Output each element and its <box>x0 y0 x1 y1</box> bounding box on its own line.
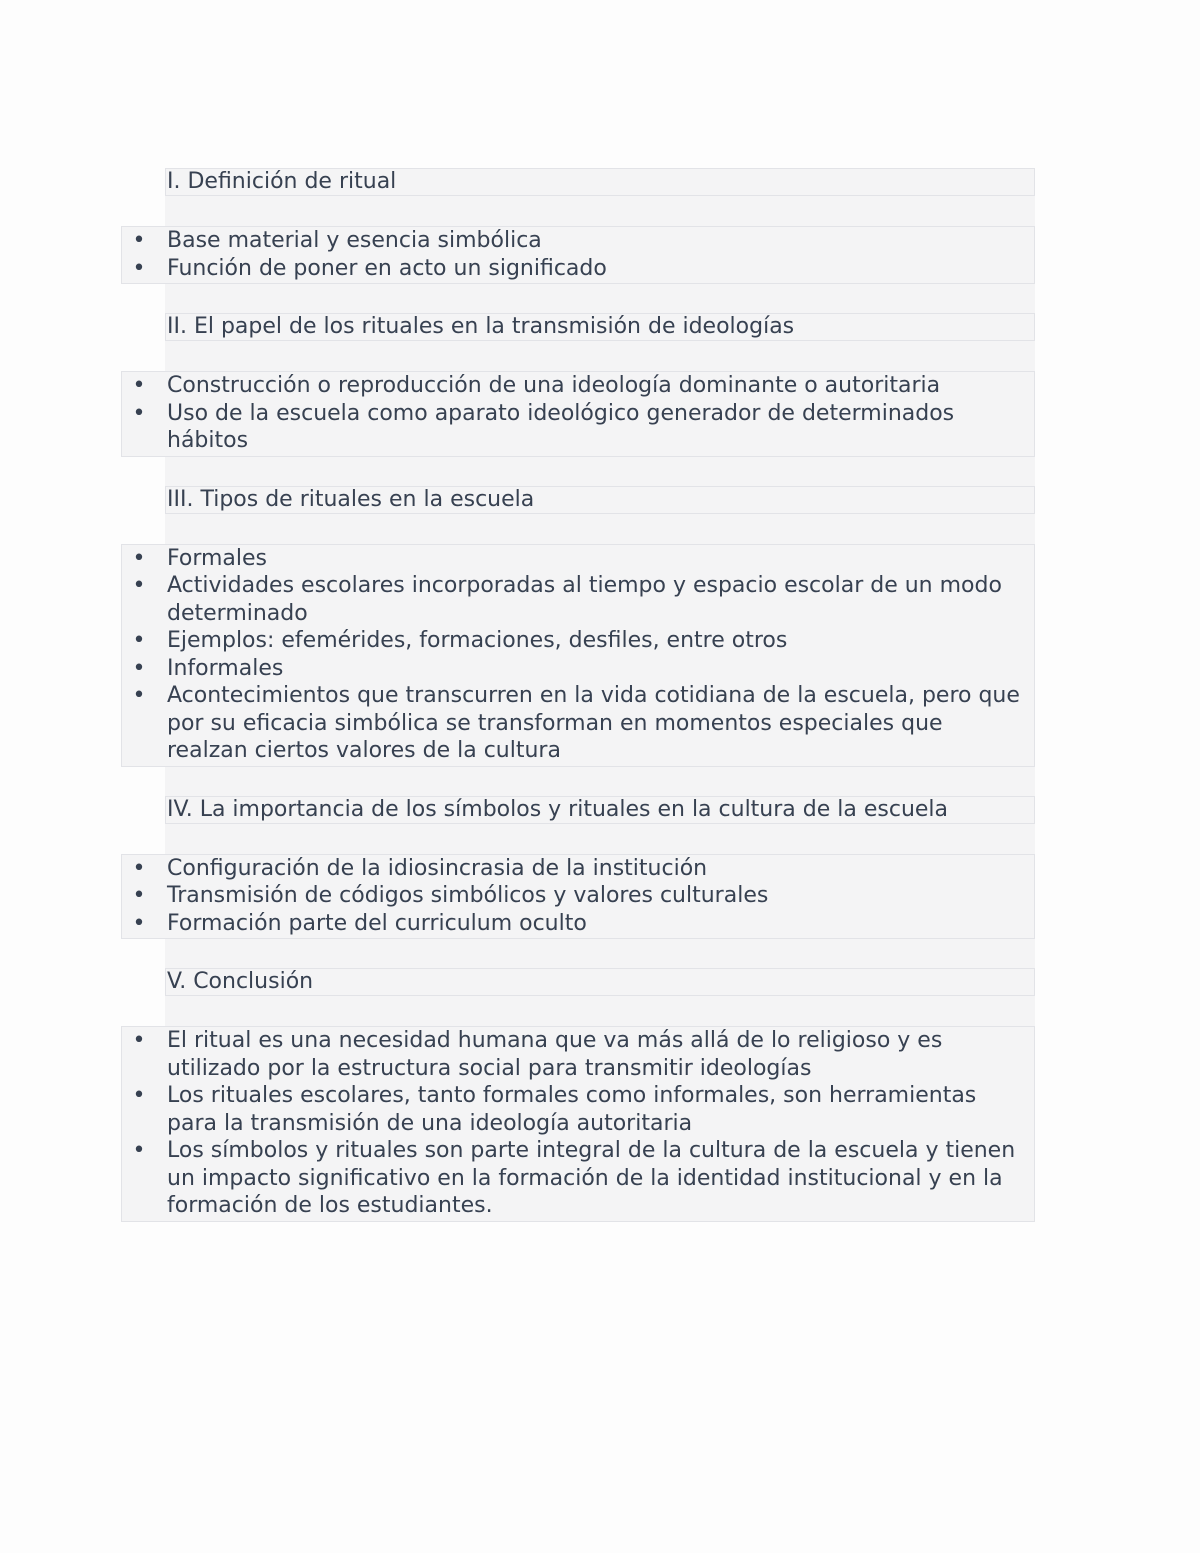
spacer <box>165 996 1035 1026</box>
list-item-text: El ritual es una necesidad humana que va más allá de lo religioso y es utilizado por la estructura social para transmitir ideologías <box>167 1028 943 1081</box>
section-4 <box>121 796 1035 940</box>
list-item <box>122 882 1034 910</box>
bullet-icon: • <box>132 628 146 653</box>
list-item <box>122 627 1034 655</box>
spacer <box>165 457 1035 486</box>
section-heading: III. Tipos de rituales en la escuela <box>165 486 1035 514</box>
list-item <box>122 572 1034 627</box>
list-item-text: Función de poner en acto un significado <box>167 255 607 281</box>
bullet-list <box>121 226 1035 284</box>
bullet-icon: • <box>132 883 146 908</box>
list-item-text: Los símbolos y rituales son parte integral de la cultura de la escuela y tienen un impacto significativo en la formación de la identidad institucional y en la formación de los estudiantes. <box>167 1138 1016 1218</box>
list-item-text: Formación parte del curriculum oculto <box>167 910 587 936</box>
list-item <box>122 1082 1034 1137</box>
spacer <box>165 939 1035 968</box>
bullet-icon: • <box>132 573 146 598</box>
list-item <box>122 400 1034 455</box>
spacer <box>165 196 1035 226</box>
section-2 <box>121 313 1035 457</box>
bullet-icon: • <box>132 400 146 426</box>
list-item-text: Uso de la escuela como aparato ideológico generador de determinados hábitos <box>167 400 955 453</box>
list-item <box>122 372 1034 400</box>
bullet-list <box>121 854 1035 940</box>
list-item <box>122 1137 1034 1220</box>
spacer <box>165 767 1035 796</box>
spacer <box>165 284 1035 313</box>
section-heading: IV. La importancia de los símbolos y rituales en la cultura de la escuela <box>165 796 1035 824</box>
list-item-text: Informales <box>167 655 284 681</box>
bullet-icon: • <box>132 1083 146 1108</box>
bullet-icon: • <box>132 655 146 681</box>
list-item-text: Construcción o reproducción de una ideología dominante o autoritaria <box>167 373 941 398</box>
bullet-icon: • <box>132 910 146 936</box>
list-item-text: Acontecimientos que transcurren en la vida cotidiana de la escuela, pero que por su eficacia simbólica se transforman en momentos especiales que realzan ciertos valores de la cultura <box>167 683 1020 763</box>
bullet-icon: • <box>132 255 146 281</box>
list-item <box>122 682 1034 765</box>
list-item-text: Los rituales escolares, tanto formales como informales, son herramientas para la transmisión de una ideología autoritaria <box>167 1083 977 1136</box>
document-outline <box>121 168 1035 1222</box>
list-item <box>122 1027 1034 1082</box>
section-3 <box>121 486 1035 767</box>
list-item-text: Base material y esencia simbólica <box>167 228 542 253</box>
list-item <box>122 255 1034 283</box>
spacer <box>165 514 1035 544</box>
bullet-icon: • <box>132 855 146 881</box>
section-heading: V. Conclusión <box>165 968 1035 996</box>
bullet-icon: • <box>132 545 146 571</box>
list-item-text: Configuración de la idiosincrasia de la institución <box>167 855 708 881</box>
bullet-icon: • <box>132 1028 146 1053</box>
section-heading: II. El papel de los rituales en la transmisión de ideologías <box>165 313 1035 341</box>
section-heading: I. Definición de ritual <box>165 168 1035 196</box>
bullet-icon: • <box>132 373 146 398</box>
list-item <box>122 910 1034 938</box>
section-5 <box>121 968 1035 1222</box>
list-item <box>122 227 1034 255</box>
spacer <box>165 341 1035 371</box>
list-item <box>122 655 1034 683</box>
bullet-list <box>121 544 1035 767</box>
bullet-icon: • <box>132 228 146 253</box>
list-item <box>122 855 1034 883</box>
bullet-icon: • <box>132 683 146 708</box>
bullet-list <box>121 1026 1035 1222</box>
bullet-list <box>121 371 1035 457</box>
list-item <box>122 545 1034 573</box>
section-1 <box>121 168 1035 284</box>
list-item-text: Transmisión de códigos simbólicos y valores culturales <box>167 883 769 908</box>
bullet-icon: • <box>132 1138 146 1163</box>
list-item-text: Actividades escolares incorporadas al tiempo y espacio escolar de un modo determinado <box>167 573 1002 626</box>
spacer <box>165 824 1035 854</box>
list-item-text: Formales <box>167 545 268 571</box>
list-item-text: Ejemplos: efemérides, formaciones, desfiles, entre otros <box>167 628 788 653</box>
